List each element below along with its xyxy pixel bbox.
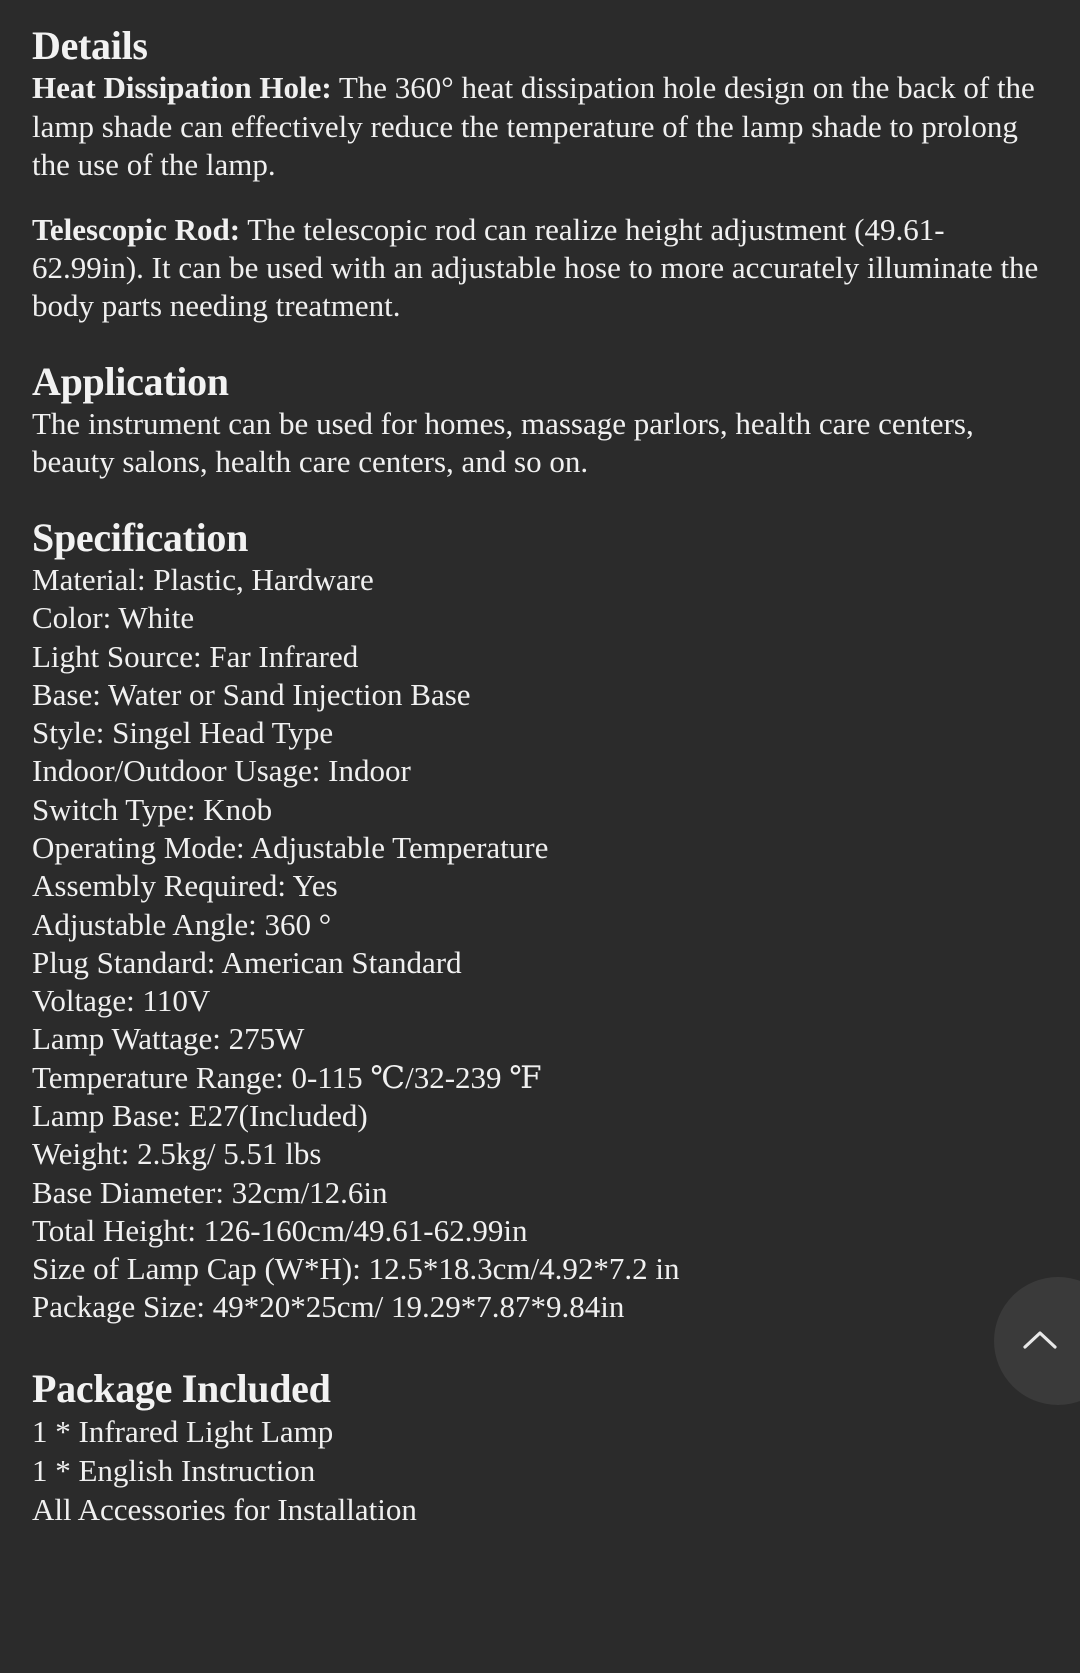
specification-list	[32, 561, 1048, 1327]
list-item: Package Size: 49*20*25cm/ 19.29*7.87*9.84in	[32, 1289, 625, 1325]
list-item: Style: Singel Head Type	[32, 715, 334, 751]
list-item: Lamp Wattage: 275W	[32, 1021, 305, 1057]
list-item: Weight: 2.5kg/ 5.51 lbs	[32, 1136, 322, 1172]
list-item: Base: Water or Sand Injection Base	[32, 676, 471, 712]
list-item: Voltage: 110V	[32, 983, 211, 1019]
details-paragraph-1-lead: Heat Dissipation Hole:	[32, 70, 332, 106]
list-item: Size of Lamp Cap (W*H): 12.5*18.3cm/4.92*7.2 in	[32, 1251, 680, 1287]
spacer	[32, 1327, 1048, 1367]
list-item: 1 * Infrared Light Lamp	[32, 1413, 334, 1449]
list-item: Temperature Range: 0-115 ℃/32-239 ℉	[32, 1059, 542, 1095]
details-paragraph-2-text: The telescopic rod can realize height adjustment (49.61-62.99in). It can be used with an adjustable hose to more accurately illuminate the body parts needing treatment.	[32, 211, 1039, 324]
list-item: Material: Plastic, Hardware	[32, 562, 374, 598]
details-paragraph-2-lead: Telescopic Rod:	[32, 211, 241, 247]
details-heading: Details	[32, 23, 148, 68]
application-heading: Application	[32, 358, 229, 404]
details-paragraph-1	[32, 69, 1048, 184]
details-paragraph-2	[32, 211, 1048, 326]
package-included-list	[32, 1412, 1048, 1529]
list-item: Light Source: Far Infrared	[32, 638, 359, 674]
chevron-up-icon	[1018, 1319, 1062, 1363]
spacer	[32, 482, 1048, 516]
specification-heading: Specification	[32, 514, 249, 560]
spacer	[32, 326, 1048, 360]
spacer	[32, 185, 1048, 211]
details-paragraph-1-text: The 360° heat dissipation hole design on the back of the lamp shade can effectively reduce the temperature of the lamp shade to prolong the use of the lamp.	[32, 70, 1035, 183]
list-item: Operating Mode: Adjustable Temperature	[32, 830, 549, 866]
list-item: All Accessories for Installation	[32, 1491, 417, 1527]
list-item: Adjustable Angle: 360 °	[32, 906, 332, 942]
list-item: 1 * English Instruction	[32, 1452, 316, 1488]
list-item: Assembly Required: Yes	[32, 868, 338, 904]
list-item: Total Height: 126-160cm/49.61-62.99in	[32, 1212, 528, 1248]
package-included-heading: Package Included	[32, 1365, 331, 1411]
list-item: Switch Type: Knob	[32, 791, 273, 827]
list-item: Lamp Base: E27(Included)	[32, 1098, 368, 1133]
list-item: Plug Standard: American Standard	[32, 944, 462, 980]
list-item: Color: White	[32, 600, 195, 636]
list-item: Base Diameter: 32cm/12.6in	[32, 1174, 388, 1210]
list-item: Indoor/Outdoor Usage: Indoor	[32, 753, 411, 789]
application-paragraph: The instrument can be used for homes, massage parlors, health care centers, beauty salons, health care centers, and so on.	[32, 406, 974, 480]
